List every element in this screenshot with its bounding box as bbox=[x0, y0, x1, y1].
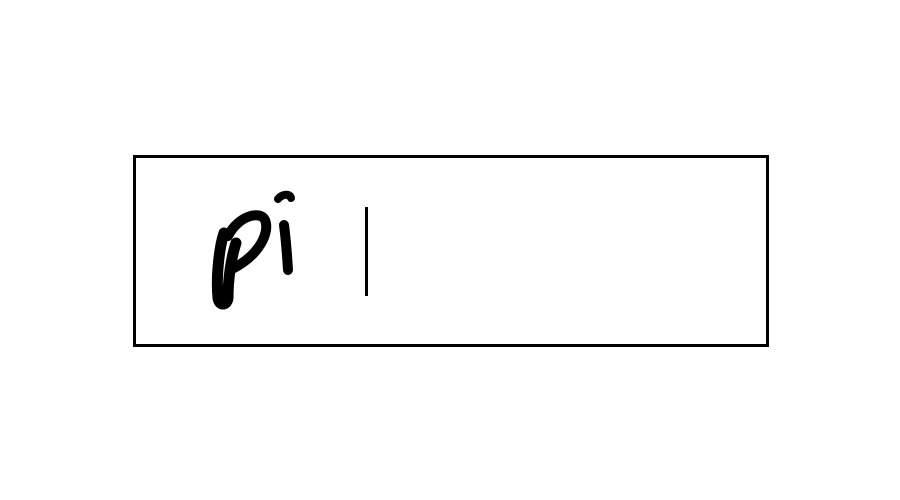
input-box[interactable] bbox=[133, 155, 769, 347]
pi-logo-icon bbox=[208, 188, 298, 313]
text-input[interactable] bbox=[384, 198, 746, 306]
text-cursor-divider bbox=[365, 207, 368, 296]
